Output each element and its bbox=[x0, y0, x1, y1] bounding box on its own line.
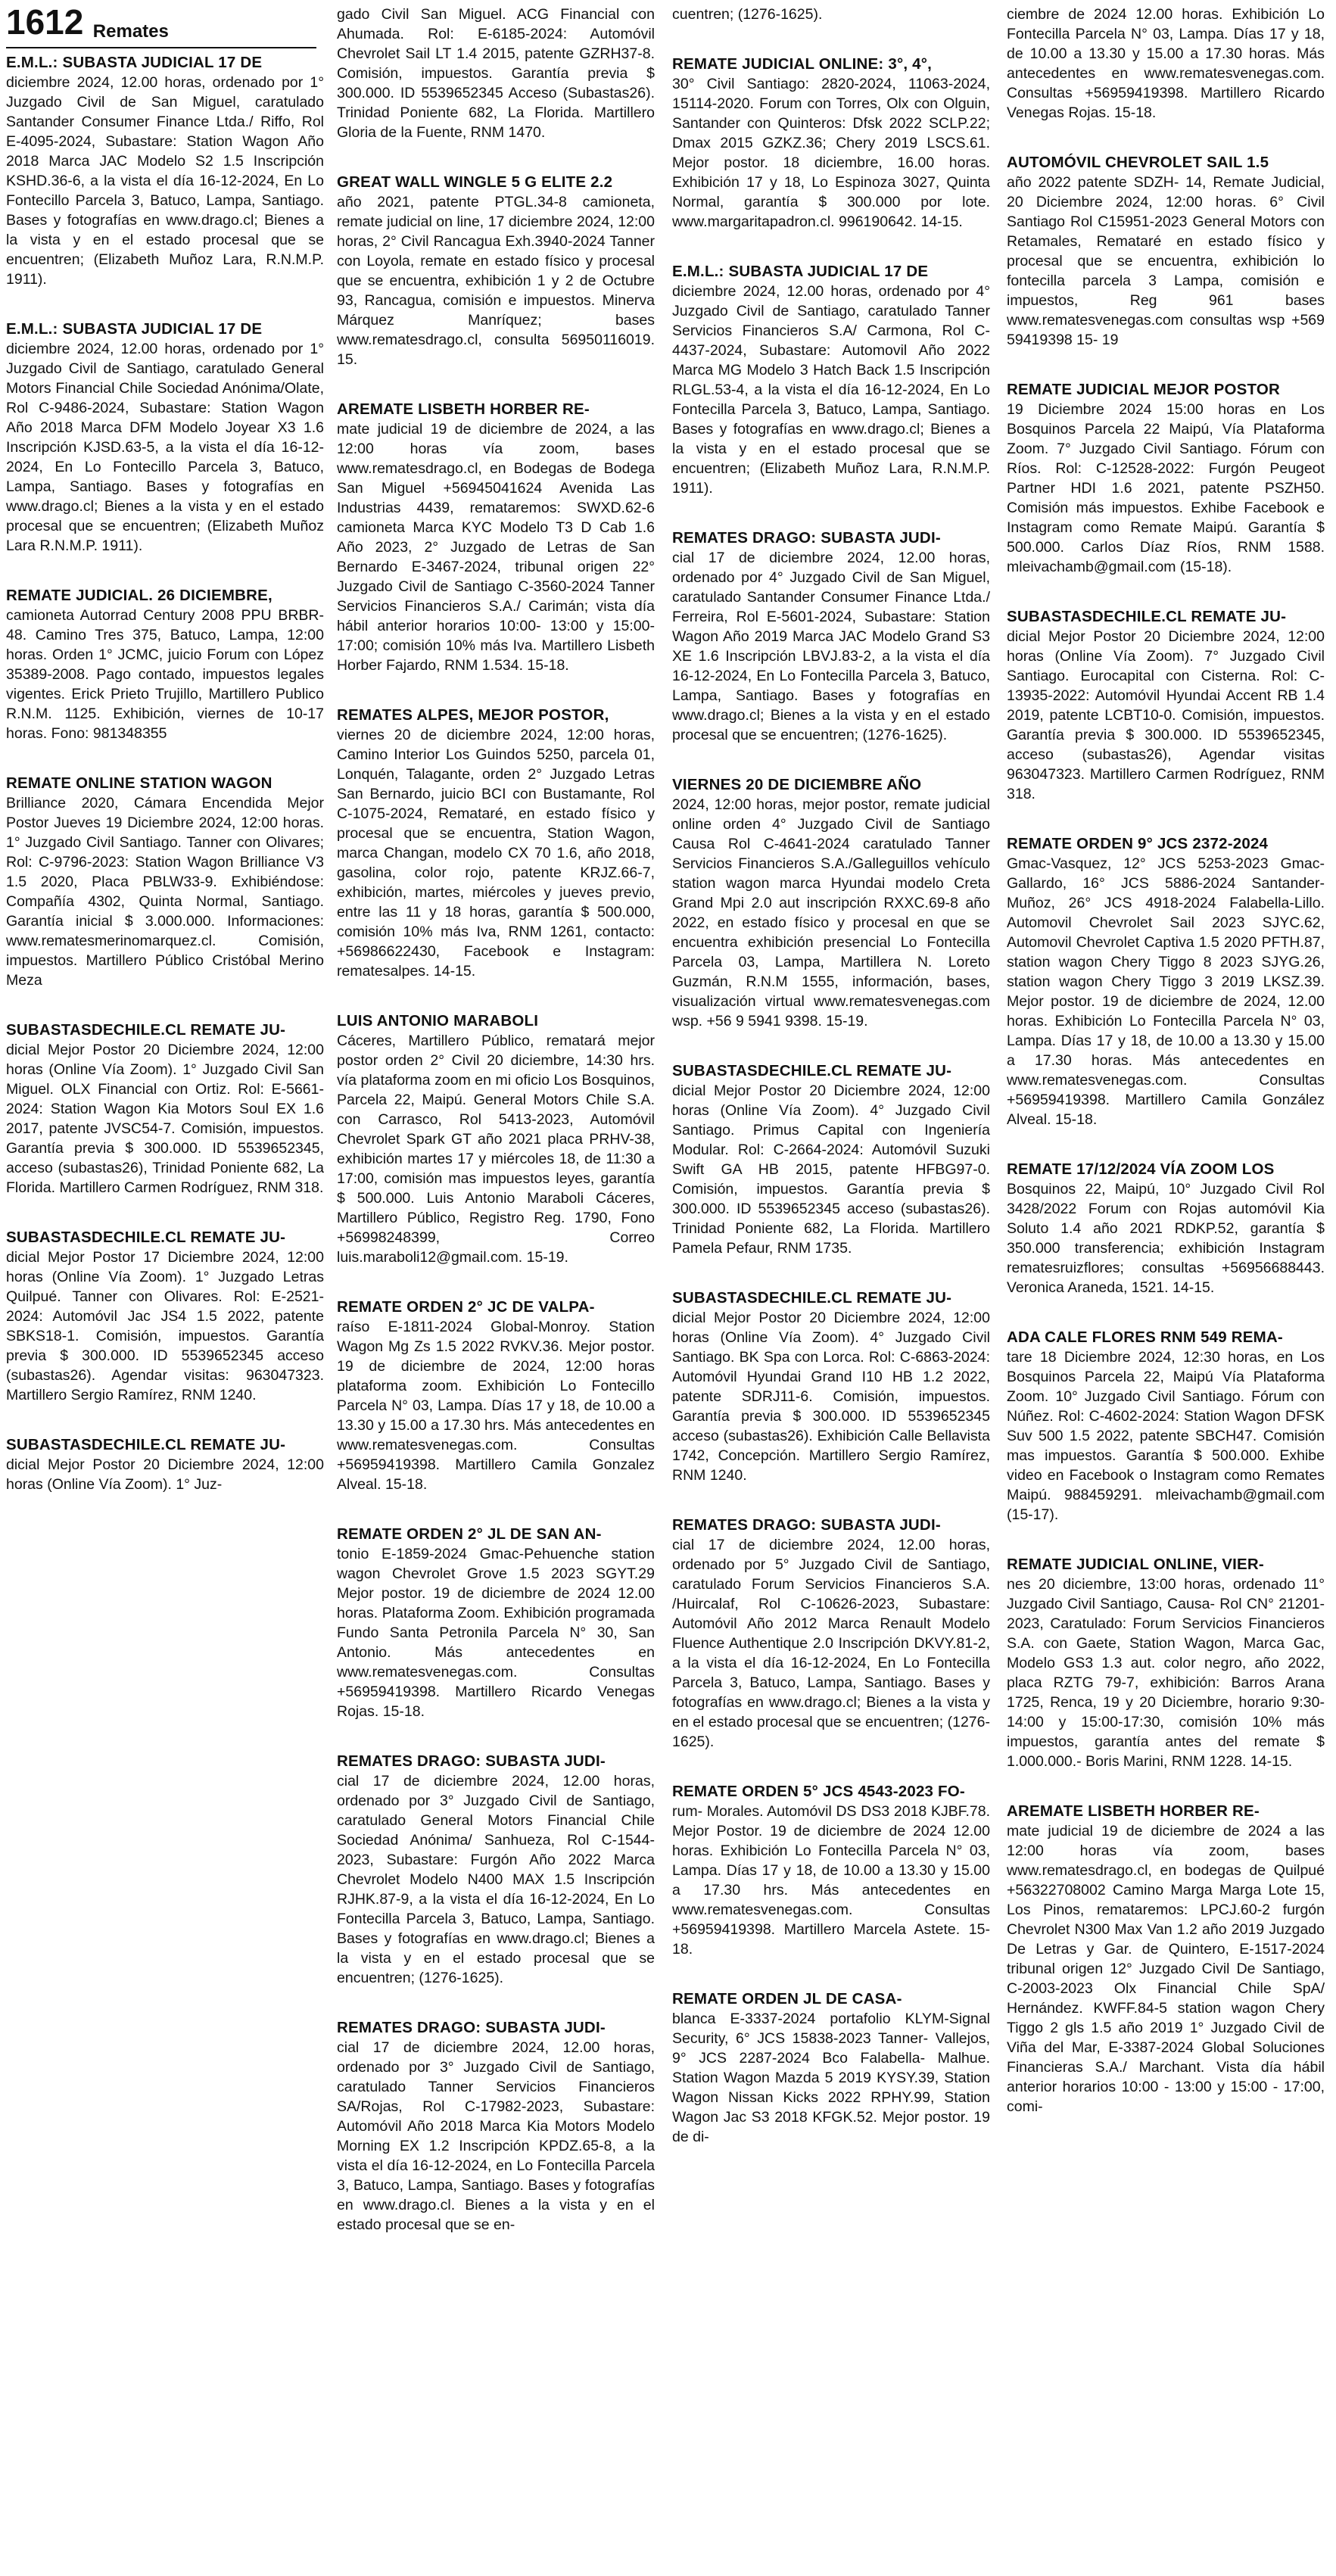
ad-body: tare 18 Diciembre 2024, 12:30 horas, en Los Bosquinos Parcela 22, Maipú Vía Plataforma Zoom. 10° Juzgado Civil Santiago. Fórum con Núñez. Rol: C-4602-2024: Station Wagon DFSK Suv 500 1.5 2022, patente SBCH47. Comisión mas impuestos. Garantía $ 500.000. Exhibe video en Facebook o Instagram como Remates Maipú. 988459291. mleivachamb@gmail.com (15-17). bbox=[1007, 1349, 1325, 1523]
ad-body: cuentren; (1276-1625). bbox=[672, 6, 823, 23]
classified-ad bbox=[6, 1020, 324, 1198]
ad-title: REMATE JUDICIAL ONLINE: 3°, 4°, bbox=[672, 55, 933, 73]
page-number: 1612 bbox=[6, 2, 84, 42]
ad-body: cial 17 de diciembre 2024, 12.00 horas, ordenado por 3° Juzgado Civil de Santiago, caratulado General Motors Financial Chile Sociedad Anónima/ Sanhueza, Rol C-1544-2023, Subastare: Furgón Año 2022 Marca Chevrolet Modelo N400 MAX 1.5 Inscripción RJHK.87-9, a la vista el día 16-12-2024, En Lo Fontecilla Parcela 3, Batuco, Lampa, Santiago. Bases y fotografías en www.drago.cl; Bienes a la vista y en el estado procesal que se encuentren; (1276-1625). bbox=[337, 1773, 655, 1986]
ad-body: 2024, 12:00 horas, mejor postor, remate judicial online orden 4° Juzgado Civil de Santiago Causa Rol C-4641-2024 caratulado Tanner Servicios Financieros S.A./Galleguillos vehículo station wagon marca Hyundai modelo Creta Grand Mpi 2.0 aut inscripción RXXC.69-8 año 2022, en estado físico y procesal en que se encuentra exhibición presencial Lo Fontecilla Parcela 03, Lampa, Martillera N. Loreto Guzmán, R.N.M 1555, información, bases, visualización virtual www.rematesvenegas.com wsp. +56 9 5941 9398. 15-19. bbox=[672, 796, 990, 1029]
classified-ad bbox=[6, 586, 324, 743]
column-2 bbox=[337, 5, 655, 2528]
classified-ad bbox=[337, 1525, 655, 1721]
ad-body: año 2021, patente PTGL.34-8 camioneta, remate judicial on line, 17 diciembre 2024, 12:00 horas, 2° Civil Rancagua Exh.3940-2024 Tanner con Loyola, remate en estado físico y procesal que se encuentra, exhibición 1 y 2 de Octubre 93, Rancagua, comisión e impuestos. Minerva Márquez Manríquez; bases www.rematesdrago.cl, consulta 56950116019. 15. bbox=[337, 194, 655, 368]
ad-title: E.M.L.: SUBASTA JUDICIAL 17 DE bbox=[6, 320, 263, 338]
ad-title: SUBASTASDECHILE.CL REMATE JU- bbox=[672, 1062, 952, 1079]
classified-ad bbox=[672, 55, 990, 232]
classified-ad bbox=[1007, 1555, 1325, 1771]
ad-body: Brilliance 2020, Cámara Encendida Mejor Postor Jueves 19 Diciembre 2024, 12:00 horas. 1° Juzgado Civil Santiago. Tanner con Olivares; Rol: C-9796-2023: Station Wagon Brilliance V3 1.5 2020, Placa PBLW33-9. Exhibiéndose: Compañía 4302, Quinta Normal, Santiago. Garantía inicial $ 3.000.000. Informaciones: www.rematesmerinomarquez.cl. Comisión, impuestos. Martillero Público Cristóbal Merino Meza bbox=[6, 795, 324, 989]
ad-body: viernes 20 de diciembre 2024, 12:00 horas, Camino Interior Los Guindos 5250, parcela 01, Lonquén, Talagante, orden 2° Juzgado Letras San Bernardo, juicio BCI con Bustamante, Rol C-1075-2024, Remataré, en estado físico y procesal que se encuentra, Station Wagon, marca Changan, modelo CX 70 1.6, año 2018, gasolina, color rojo, patente KRJZ.66-7, exhibición, martes, miércoles y jueves previo, entre las 11 y 18 horas, garantía $ 500.000, comisión 10% más Iva, RNM 1261, contacto: +56986622430, Facebook e Instagram: rematesalpes. 14-15. bbox=[337, 727, 655, 980]
classified-ad bbox=[1007, 380, 1325, 577]
column-1 bbox=[6, 53, 324, 2576]
ad-title: AREMATE LISBETH HORBER RE- bbox=[337, 400, 590, 418]
classified-ad bbox=[672, 775, 990, 1031]
classified-ad bbox=[1007, 1328, 1325, 1525]
ad-body: diciembre 2024, 12.00 horas, ordenado por 1° Juzgado Civil de San Miguel, caratulado Santander Consumer Finance Ltda./ Riffo, Rol E-4095-2024, Subastare: Station Wagon Año 2018 Marca JAC Modelo S2 1.5 Inscripción KSHD.36-6, a la vista el día 16-12-2024, En Lo Fontecillo Parcela 3, Batuco, Lampa, Santiago. Bases y fotografías en www.drago.cl; Bienes a la vista y en el estado procesal que se encuentren; (Elizabeth Muñoz Lara, R.N.M.P. 1911). bbox=[6, 74, 324, 288]
classified-ad bbox=[6, 774, 324, 990]
classified-ad bbox=[337, 1011, 655, 1267]
ad-title: GREAT WALL WINGLE 5 G ELITE 2.2 bbox=[337, 173, 613, 191]
classified-ad bbox=[337, 5, 655, 142]
ad-title: REMATE 17/12/2024 VÍA ZOOM LOS bbox=[1007, 1160, 1275, 1178]
ad-title: SUBASTASDECHILE.CL REMATE JU- bbox=[6, 1436, 286, 1453]
classified-ad bbox=[1007, 1802, 1325, 2117]
ad-title: REMATES DRAGO: SUBASTA JUDI- bbox=[337, 1752, 606, 1770]
classified-ad bbox=[672, 1288, 990, 1485]
classified-ad bbox=[1007, 834, 1325, 1129]
classified-ad bbox=[6, 319, 324, 556]
classified-ad bbox=[1007, 153, 1325, 350]
ad-body: 19 Diciembre 2024 15:00 horas en Los Bosquinos Parcela 22 Maipú, Vía Plataforma Zoom. 7° Juzgado Civil Santiago. Fórum con Ríos. Rol: C-12528-2022: Furgón Peugeot Partner HDI 1.6 2021, patente PSZH50. Comisión más impuestos. Exhibe Facebook e Instagram como Remate Maipú. Garantía $ 500.000. Carlos Díaz Ríos, RNM 1588. mleivachamb@gmail.com (15-18). bbox=[1007, 401, 1325, 575]
classified-ad bbox=[337, 2018, 655, 2235]
classified-ad bbox=[337, 706, 655, 981]
classified-ad bbox=[337, 1752, 655, 1988]
ad-body: raíso E-1811-2024 Global-Monroy. Station Wagon Mg Zs 1.5 2022 RVKV.36. Mejor postor. 19 de diciembre de 2024, 12:00 horas plataforma zoom. Exhibición Lo Fontecillo Parcela N° 03, Lampa. Días 17 y 18, de 10.00 a 13.30 y 15.00 a 17.30 hrs. Más antecedentes en www.rematesvenegas.com. Consultas +56959419398. Martillero Camila Gonzalez Alveal. 15-18. bbox=[337, 1319, 655, 1493]
classified-ad bbox=[6, 1228, 324, 1405]
classified-ad bbox=[337, 1297, 655, 1494]
ad-title: LUIS ANTONIO MARABOLI bbox=[337, 1012, 539, 1029]
ad-title: VIERNES 20 DE DICIEMBRE AÑO bbox=[672, 776, 922, 793]
ad-title: REMATE ORDEN 5° JCS 4543-2023 FO- bbox=[672, 1783, 965, 1800]
ad-body: camioneta Autorrad Century 2008 PPU BRBR-48. Camino Tres 375, Batuco, Lampa, 12:00 horas. Orden 1° JCMC, juicio Forum con López 35389-2008. Pago contado, impuestos legales vigentes. Erick Prieto Trujillo, Martillero Publico R.N.M. 1125. Exhibición, viernes de 10-17 horas. Fono: 981348355 bbox=[6, 607, 324, 742]
ad-title: REMATE JUDICIAL ONLINE, VIER- bbox=[1007, 1556, 1264, 1573]
ad-body: diciembre 2024, 12.00 horas, ordenado por 1° Juzgado Civil de Santiago, caratulado General Motors Financial Chile Sociedad Anónima/Olate, Rol C-9486-2024, Subastare: Station Wagon Año 2018 Marca DFM Modelo Joyear X3 1.6 Inscripción KJSD.63-5, a la vista el día 16-12-2024, En Lo Fontecillo Parcela 3, Batuco, Lampa, Santiago. Bases y fotografías en www.drago.cl; Bienes a la vista y en el estado procesal que se encuentren; (Elizabeth Muñoz Lara R.N.M.P. 1911). bbox=[6, 341, 324, 554]
classified-ad bbox=[1007, 1160, 1325, 1297]
classified-ad bbox=[672, 528, 990, 745]
classified-ad bbox=[337, 400, 655, 675]
ad-title: E.M.L.: SUBASTA JUDICIAL 17 DE bbox=[6, 54, 263, 71]
ad-body: dicial Mejor Postor 20 Diciembre 2024, 12:00 horas (Online Vía Zoom). 1° Juzgado Civil San Miguel. OLX Financial con Ortiz. Rol: E-5661-2024: Station Wagon Kia Motors Soul EX 1.6 2017, patente JVSC54-7. Comisión, impuestos. Garantía previa $ 300.000. ID 5539652345, acceso (subastas26), Trinidad Poniente 682, La Florida. Martillero Carmen Rodríguez, RNM 318. bbox=[6, 1042, 324, 1196]
ad-body: cial 17 de diciembre 2024, 12.00 horas, ordenado por 3° Juzgado Civil de Santiago, caratulado Tanner Servicios Financieros SA/Rojas, Rol C-17982-2023, Subastare: Automóvil Año 2018 Marca Kia Motors Modelo Morning EX 1.2 Inscripción KPDZ.65-8, a la vista el día 16-12-2024, en Lo Fontecilla Parcela 3, Batuco, Lampa, Santiago. Bases y fotografías en www.drago.cl. Bienes a la vista y en el estado procesal que se en- bbox=[337, 2039, 655, 2233]
ad-body: cial 17 de diciembre 2024, 12.00 horas, ordenado por 4° Juzgado Civil de San Miguel, caratulado Santander Consumer Finance Ltda./ Ferreira, Rol E-5601-2024, Subastare: Station Wagon Año 2019 Marca JAC Modelo Grand S3 XE 1.6 Inscripción LBVJ.83-2, a la vista el día 16-12-2024, En Lo Fontecilla Parcela 3, Batuco, Lampa, Santiago. Bases y fotografías en www.drago.cl; Bienes a la vista y en el estado procesal que se encuentren; (1276-1625). bbox=[672, 550, 990, 743]
ad-body: blanca E-3337-2024 portafolio KLYM-Signal Security, 6° JCS 15838-2023 Tanner- Vallejos, 9° JCS 2287-2024 Bco Falabella- Malhue. Station Wagon Mazda 5 2019 KYSY.39, Station Wagon Nissan Kicks 2022 RPHY.99, Station Wagon Jac S3 2018 KFGK.52. Mejor postor. 19 de di- bbox=[672, 2011, 990, 2145]
ad-title: SUBASTASDECHILE.CL REMATE JU- bbox=[6, 1229, 286, 1246]
classified-ad bbox=[672, 1989, 990, 2147]
ad-title: REMATES DRAGO: SUBASTA JUDI- bbox=[337, 2019, 606, 2036]
ad-title: REMATE JUDICIAL MEJOR POSTOR bbox=[1007, 381, 1280, 398]
classified-ad bbox=[672, 5, 990, 24]
classified-ad bbox=[672, 262, 990, 498]
classified-ad bbox=[672, 1515, 990, 1752]
ad-body: diciembre 2024, 12.00 horas, ordenado por 4° Juzgado Civil de Santiago, caratulado Tanner Servicios Financieros S.A/ Carmona, Rol C-4437-2024, Subastare: Automovil Año 2022 Marca MG Modelo 3 Hatch Back 1.5 Inscripción RLGL.53-4, a la vista el día 16-12-2024, En Lo Fontecilla Parcela 3, Batuco, Lampa, Santiago. Bases y fotografías en www.drago.cl; Bienes a la vista y en el estado procesal que se encuentren; (Elizabeth Muñoz Lara, R.N.M.P. 1911). bbox=[672, 283, 990, 497]
ad-body: Cáceres, Martillero Público, rematará mejor postor orden 2° Civil 20 diciembre, 14:30 hrs. vía plataforma zoom en mi oficio Los Bosquinos, Parcela 22, Maipú. General Motors Chile S.A. con Carrasco, Rol 5413-2023, Automóvil Chevrolet Spark GT año 2021 placa PRHV-38, exhibición martes 17 y miércoles 18, de 11:30 a 17:00, comisión mas impuestos leyes, garantía $ 500.000. Luis Antonio Maraboli Cáceres, Martillero Público, Registro Reg. 1790, Fono +56998248399, Correo luis.maraboli12@gmail.com. 15-19. bbox=[337, 1033, 655, 1266]
classified-ad bbox=[1007, 607, 1325, 804]
section-title: Remates bbox=[92, 21, 169, 42]
ad-body: dicial Mejor Postor 20 Diciembre 2024, 12:00 horas (Online Vía Zoom). 1° Juz- bbox=[6, 1456, 324, 1493]
ad-title: SUBASTASDECHILE.CL REMATE JU- bbox=[1007, 608, 1287, 625]
ad-body: mate judicial 19 de diciembre de 2024, a las 12:00 horas vía zoom, bases www.rematesdrago.cl, en Bodegas de Bodega San Miguel +56945041624 Avenida Las Industrias 4439, remataremos: SWXD.62-6 camioneta Marca KYC Modelo T3 D Cab 1.6 Año 2023, 2° Juzgado de Letras de San Bernardo E-3467-2024, tribunal origen 22° Juzgado Civil de Santiago C-3560-2024 Tanner Servicios Financieros S.A./ Carimán; vista día hábil anterior horarios 10:00- 13:00 y 15:00-17:00; comisión 10% más Iva. Martillero Lisbeth Horber Fajardo, RNM 1.534. 15-18. bbox=[337, 421, 655, 674]
ad-title: REMATE JUDICIAL. 26 DICIEMBRE, bbox=[6, 587, 272, 604]
ad-body: ciembre de 2024 12.00 horas. Exhibición Lo Fontecilla Parcela N° 03, Lampa. Días 17 y 18, de 10.00 a 13.30 y 15.00 a 17.30 horas. Más antecedentes en www.rematesvenegas.com. Consultas +56959419398. Martillero Ricardo Venegas Rojas. 15-18. bbox=[1007, 6, 1325, 121]
classified-ad bbox=[1007, 5, 1325, 123]
ad-body: año 2022 patente SDZH- 14, Remate Judicial, 20 Diciembre 2024, 12:00 horas. 6° Civil Santiago Rol C15951-2023 General Motors con Retamales, Remataré en estado físico y procesal que se encuentra, exhibición lo fontecilla parcela 3 Lampa, comisión e impuestos, Reg 961 bases www.rematesvenegas.com consultas wsp +569 59419398 15- 19 bbox=[1007, 174, 1325, 348]
ad-title: REMATE ONLINE STATION WAGON bbox=[6, 774, 272, 792]
ad-body: dicial Mejor Postor 20 Diciembre 2024, 12:00 horas (Online Vía Zoom). 4° Juzgado Civil Santiago. Primus Capital con Ingeniería Modular. Rol: C-2664-2024: Automóvil Suzuki Swift GA HB 2015, patente HFBG97-0. Comisión, impuestos. Garantía previa $ 300.000. ID 5539652345 acceso (subastas26). Trinidad Poniente 682, La Florida. Martillero Pamela Pefaur, RNM 1735. bbox=[672, 1082, 990, 1257]
ad-title: AUTOMÓVIL CHEVROLET SAIL 1.5 bbox=[1007, 154, 1269, 171]
ad-title: AREMATE LISBETH HORBER RE- bbox=[1007, 1802, 1260, 1820]
ad-body: mate judicial 19 de diciembre de 2024 a las 12:00 horas vía zoom, bases www.rematesdrago.cl, en bodegas de Quilpué +56322708002 Camino Marga Marga Lote 15, Los Pinos, remataremos: LPCJ.60-2 furgón Chevrolet N300 Max Van 1.2 año 2019 Juzgado De Letras y Gar. de Quintero, E-1517-2024 tribunal origen 12° Juzgado Civil De Santiago, C-2003-2023 Olx Financial Chile SpA/ Hernández. KWFF.84-5 station wagon Chery Tiggo 2 gls 1.5 año 2019 1° Juzgado Civil de Viña del Mar, E-3387-2024 Global Soluciones Financieras S.A./ Marchant. Vista día hábil anterior horarios 10:00 - 13:00 y 15:00 - 17:00, comi- bbox=[1007, 1823, 1325, 2115]
ad-title: REMATE ORDEN JL DE CASA- bbox=[672, 1990, 902, 2008]
classified-ad bbox=[672, 1061, 990, 1258]
column-4 bbox=[1007, 5, 1325, 2528]
ad-body: Gmac-Vasquez, 12° JCS 5253-2023 Gmac-Gallardo, 16° JCS 5886-2024 Santander-Muñoz, 26° JCS 4918-2024 Falabella-Lillo. Automovil Chevrolet Sail 2023 SJYC.62, Automovil Chevrolet Captiva 1.5 2020 PFTH.87, station wagon Chery Tiggo 8 2023 SJYG.26, station wagon Chery Tiggo 3 2019 LKSZ.39. Mejor postor. 19 de diciembre de 2024, 12.00 horas. Exhibición Lo Fontecilla Parcela N° 03, Lampa. Días 17 y 18, de 10.00 a 13.30 y 15.00 a 17.30 horas. Más antecedentes en www.rematesvenegas.com. Consultas +56959419398. Martillero Camila González Alveal. 15-18. bbox=[1007, 855, 1325, 1128]
ad-body: dicial Mejor Postor 17 Diciembre 2024, 12:00 horas (Online Vía Zoom). 1° Juzgado Letras Quilpué. Tanner con Olivares. Rol: E-2521-2024: Automóvil Jac JS4 1.5 2022, patente SBKS18-1. Comisión, impuestos. Garantía previa $ 300.000. ID 5539652345 acceso (subastas26). Agendar visitas: 963047323. Martillero Sergio Ramírez, RNM 1240. bbox=[6, 1249, 324, 1403]
ad-title: E.M.L.: SUBASTA JUDICIAL 17 DE bbox=[672, 263, 929, 280]
ad-body: rum- Morales. Automóvil DS DS3 2018 KJBF.78. Mejor Postor. 19 de diciembre de 2024 12.00 horas. Exhibición Lo Fontecilla Parcela N° 03, Lampa. Días 17 y 18, de 10.00 a 13.30 y 15.00 a 17.30 hrs. Más antecedentes en www.rematesvenegas.com. Consultas +56959419398. Martillero Marcela Astete. 15-18. bbox=[672, 1803, 990, 1958]
column-3 bbox=[672, 5, 990, 2528]
ad-body: 30° Civil Santiago: 2820-2024, 11063-2024, 15114-2020. Forum con Torres, Olx con Olguin, Santander con Quinteros: Dfsk 2022 SCLP.22; Dmax 2015 GZKZ.36; Chery 2019 LSCS.61. Mejor postor. 18 diciembre, 16.00 horas. Exhibición 17 y 18, Lo Espinoza 3027, Quinta Normal, garantía $ 300.000 por lote. www.margaritapadron.cl. 996190642. 14-15. bbox=[672, 76, 990, 230]
classified-ad bbox=[6, 53, 324, 289]
ad-title: REMATE ORDEN 9° JCS 2372-2024 bbox=[1007, 835, 1269, 852]
ad-title: REMATES DRAGO: SUBASTA JUDI- bbox=[672, 1516, 941, 1534]
classified-ad bbox=[6, 1435, 324, 1494]
ad-title: SUBASTASDECHILE.CL REMATE JU- bbox=[6, 1021, 286, 1039]
ad-body: tonio E-1859-2024 Gmac-Pehuenche station wagon Chevrolet Grove 1.5 2023 SGYT.29 Mejor postor. 19 de diciembre de 2024 12.00 horas. Plataforma Zoom. Exhibición programada Fundo Santa Petronila Parcela N° 30, San Antonio. Más antecedentes en www.rematesvenegas.com. Consultas +56959419398. Martillero Ricardo Venegas Rojas. 15-18. bbox=[337, 1546, 655, 1720]
ad-body: cial 17 de diciembre 2024, 12.00 horas, ordenado por 5° Juzgado Civil de Santiago, caratulado Forum Servicios Financieros S.A. /Huircalaf, Rol C-10626-2023, Subastare: Automóvil Año 2012 Marca Renault Modelo Fluence Authentique 2.0 Inscripción DKVY.81-2, a la vista el día 16-12-2024, En Lo Fontecilla Parcela 3, Batuco, Lampa, Santiago. Bases y fotografías en www.drago.cl; Bienes a la vista y en el estado procesal que se encuentren; (1276-1625). bbox=[672, 1537, 990, 1750]
ad-title: REMATES DRAGO: SUBASTA JUDI- bbox=[672, 529, 941, 547]
classified-ad bbox=[672, 1782, 990, 1959]
page-header bbox=[6, 2, 316, 48]
ad-body: dicial Mejor Postor 20 Diciembre 2024, 12:00 horas (Online Vía Zoom). 4° Juzgado Civil Santiago. BK Spa con Lorca. Rol: C-6863-2024: Automóvil Hyundai Grand I10 HB 1.2 2022, patente SDRJ11-6. Comisión, impuestos. Garantía previa $ 300.000. ID 5539652345 acceso (subastas26). Exhibición Calle Bellavista 1742, Concepción. Martillero Sergio Ramírez, RNM 1240. bbox=[672, 1310, 990, 1484]
ad-title: REMATES ALPES, MEJOR POSTOR, bbox=[337, 706, 609, 724]
ad-title: ADA CALE FLORES RNM 549 REMA- bbox=[1007, 1328, 1283, 1346]
ad-title: REMATE ORDEN 2° JC DE VALPA- bbox=[337, 1298, 595, 1316]
ad-body: Bosquinos 22, Maipú, 10° Juzgado Civil Rol 3428/2022 Forum con Rojas automóvil Kia Soluto 1.4 año 2021 RDKP.52, garantía $ 350.000 transferencia; exhibición Instagram rematesruizflores; consultas +56956688443. Veronica Araneda, 1521. 14-15. bbox=[1007, 1181, 1325, 1296]
ad-body: nes 20 diciembre, 13:00 horas, ordenado 11° Juzgado Civil Santiago, Causa- Rol CN° 21201-2023, Caratulado: Forum Servicios Financieros S.A. con Gaete, Station Wagon, Marca Gac, Modelo GS3 1.3 aut. color negro, año 2022, placa RZTG 79-7, exhibición: Barros Arana 1725, Renca, 19 y 20 Diciembre, horario 9:30-14:00 y 15:00-17:30, comisión 10% más impuestos, garantía antes del remate $ 1.000.000.- Boris Marini, RNM 1228. 14-15. bbox=[1007, 1576, 1325, 1770]
ad-body: gado Civil San Miguel. ACG Financial con Ahumada. Rol: E-6185-2024: Automóvil Chevrolet Sail LT 1.4 2015, patente GZRH37-8. Comisión, impuestos. Garantía previa $ 300.000. ID 5539652345 Acceso (Subastas26). Trinidad Poniente 682, La Florida. Martillero Gloria de la Fuente, RNM 1470. bbox=[337, 6, 655, 141]
ad-body: dicial Mejor Postor 20 Diciembre 2024, 12:00 horas (Online Vía Zoom). 7° Juzgado Civil Santiago. Eurocapital con Cisterna. Rol: C-13935-2022: Automóvil Hyundai Accent RB 1.4 2019, patente LCBT10-0. Comisión, impuestos. Garantía previa $ 300.000. ID 5539652345, acceso (subastas26), Agendar visitas 963047323. Martillero Carmen Rodríguez, RNM 318. bbox=[1007, 628, 1325, 802]
classified-ad bbox=[337, 173, 655, 369]
ad-title: REMATE ORDEN 2° JL DE SAN AN- bbox=[337, 1525, 602, 1543]
ad-title: SUBASTASDECHILE.CL REMATE JU- bbox=[672, 1289, 952, 1307]
